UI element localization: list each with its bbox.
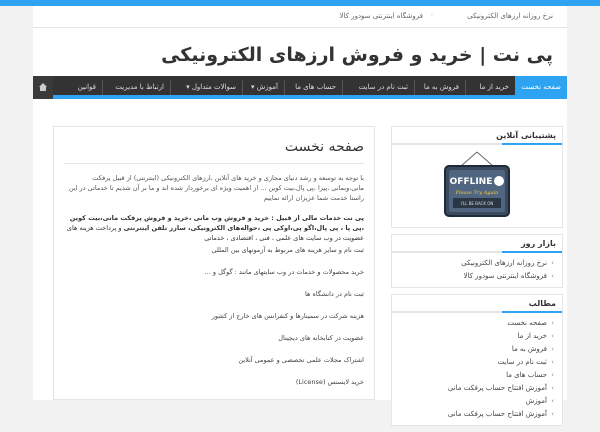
nav-item-home[interactable]: صفحه نخست [515,76,567,99]
posts-widget-title: مطالب [392,295,562,313]
title-divider [64,163,364,164]
nav-divider [414,80,415,95]
chevron-down-icon: ▾ [186,83,190,91]
offline-sign-icon [441,152,513,220]
offline-badge[interactable] [392,145,562,227]
post-link[interactable]: › خرید از ما [400,330,554,343]
list-item: خرید لایسنس (License) [295,378,364,386]
market-widget [391,234,563,288]
home-icon [38,82,48,92]
page-title: صفحه نخست [284,139,364,155]
nav-divider [342,80,343,95]
nav-divider [465,80,466,95]
list-item: عضویت در کتابخانه های دیجیتال [278,334,364,342]
support-widget-title: پشتیبانی آنلاین [392,127,562,145]
topbar-separator: - [430,11,433,19]
page-wrapper [33,6,567,418]
nav-item-rules[interactable]: قوانین [77,83,96,91]
nav-item-faq-label: سوالات متداول [191,83,236,91]
topbar-link-rates[interactable]: نرخ روزانه ارزهای الکترونیکی [467,12,553,20]
nav-item-training[interactable] [251,76,278,99]
list-item: هزینه شرکت در سمینارها و کنفرانس های خارج از کشور [211,312,364,320]
nav-item-register[interactable]: ثبت نام در سایت [358,83,408,91]
post-link[interactable]: › صفحه نخست [400,317,554,330]
nav-item-sell[interactable]: فروش به ما [423,83,459,91]
services-paragraph-rest: و پرداخت هزینه های عضویت در وب سایت های علمی ، فنی ، اقتصادی ، خدماتی [66,224,364,242]
services-paragraph [64,213,364,243]
chevron-down-icon: ▾ [251,83,255,91]
services-list [64,245,364,399]
post-link[interactable]: › آموزش [400,395,554,408]
posts-widget [391,294,563,426]
nav-item-faq[interactable] [186,76,236,99]
market-widget-title: بازار روز [392,235,562,253]
main-content [53,126,375,400]
topbar-link-shop[interactable]: فروشگاه اینترنتی سودور کالا [339,12,423,20]
post-link[interactable]: › فروش به ما [400,343,554,356]
nav-home-button[interactable] [33,76,53,99]
offline-badge-text: OFFLINE [449,177,493,187]
top-bar [33,6,567,28]
main-nav [33,76,567,99]
post-link[interactable]: › ثبت نام در سایت [400,356,554,369]
nav-divider [102,80,103,95]
post-link[interactable]: › آموزش افتتاح حساب پرفکت مانی [400,382,554,395]
nav-item-contact[interactable]: ارتباط با مدیریت [115,83,164,91]
post-link[interactable]: › آموزش افتتاح حساب پرفکت مانی [400,408,554,421]
nav-item-accounts[interactable]: حساب های ما [295,83,336,91]
list-item: اشتراک مجلات علمی تخصصی و عمومی آنلاین [238,356,364,364]
post-link[interactable]: › حساب های ما [400,369,554,382]
nav-divider [242,80,243,95]
list-item: خرید محصولات و خدمات در وب سایتهای مانند : گوگل و ... [204,268,364,276]
nav-divider [284,80,285,95]
site-title[interactable]: پی نت | خرید و فروش ارزهای الکترونیکی [161,44,553,66]
list-item: ثبت نام و سایر هزینه های مربوط به آزمونهای بین المللی [211,246,364,254]
nav-item-training-label: آموزش [256,83,278,91]
market-link[interactable]: › فروشگاه اینترنتی سودور کالا [400,270,554,283]
nav-item-buy[interactable]: خرید از ما [479,83,509,91]
intro-paragraph: با توجه به توسعه و رشد دنیای مجازی و خرید های آنلاین ،ارزهای الکترونیکی (اینترنتی) از قبیل پرفکت مانی،وبمانی ،پیزا ،پی پال،بیت کوین ... از اهمیت ویژه ای برخوردار شده اند و ما بر آن شدیم تا خدماتی در این راستا خدمت شما عزیزان ارائه نماییم [68,174,364,202]
nav-divider [170,80,171,95]
sidebar [391,126,563,432]
offline-badge-sub: Please Try Again [455,190,499,196]
offline-badge-note: I'LL BE BACK ON [460,201,494,206]
market-link[interactable]: › نرخ روزانه ارزهای الکترونیکی [400,257,554,270]
support-widget [391,126,563,228]
list-item: ثبت نام در دانشگاه ها [305,290,364,298]
services-paragraph-bold: پی نت خدمات مالی از قبیل : خرید و فروش وب مانی ،خرید و فروش پرفکت مانی،بیت کوین ،پی پا ، پی پال،اگو پی،اوکی پی ،حواله‌های الکترونیکی، سازز تلفن اینترنتی [69,214,364,232]
